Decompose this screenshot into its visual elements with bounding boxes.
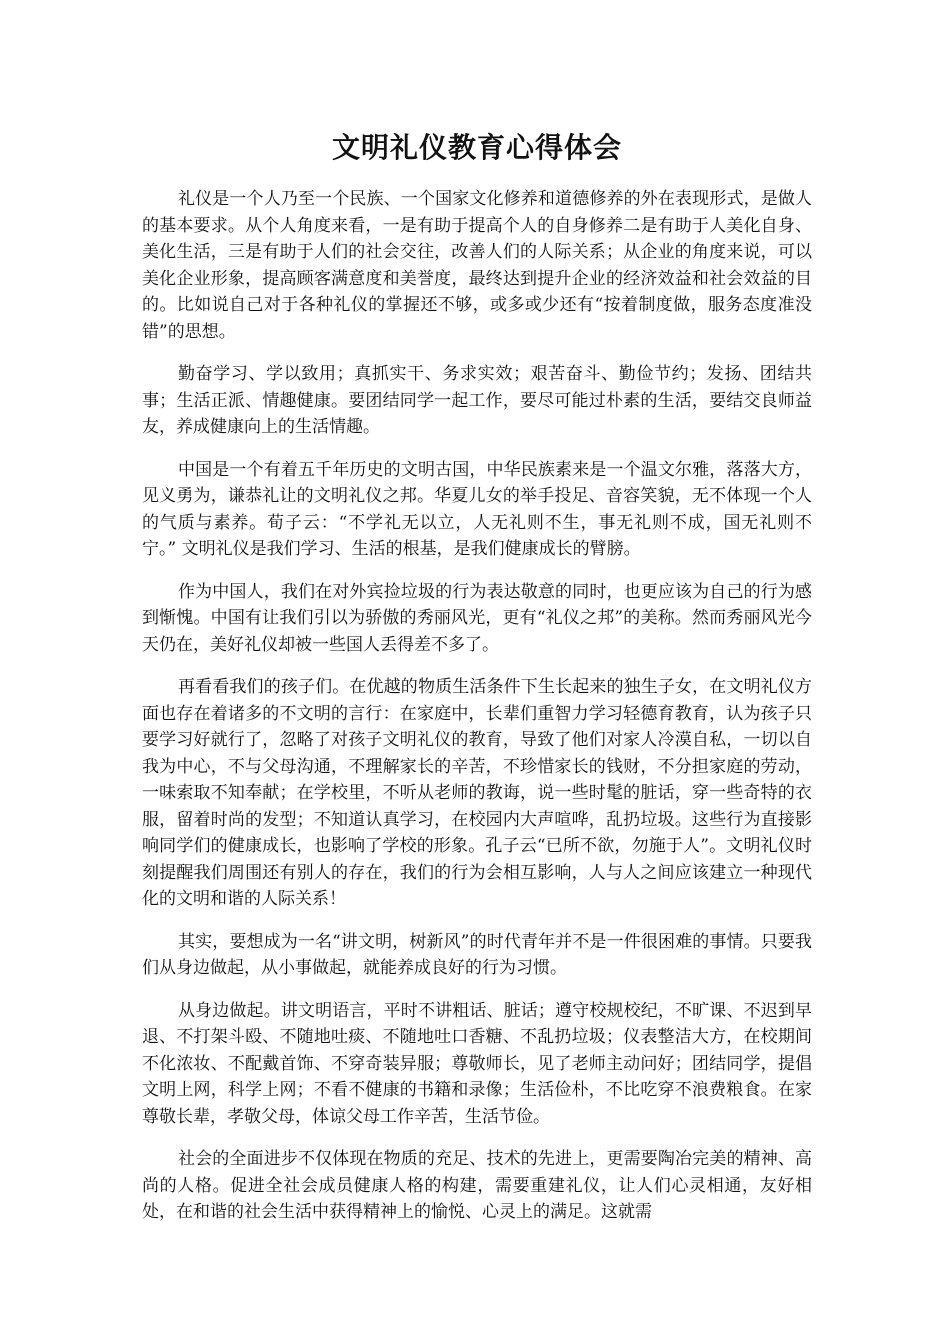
paragraph-1: 礼仪是一个人乃至一个民族、一个国家文化修养和道德修养的外在表现形式，是做人的基本要求。从个人角度来看，一是有助于提高个人的自身修养二是有助于人美化自身、美化生活，三是有助于人们的社会交往，改善人们的人际关系；从企业的角度来说，可以美化企业形象，提高顾客满意度和美誉度，最终达到提升企业的经济效益和社会效益的目的。比如说自己对于各种礼仪的掌握还不够，或多或少还有“按着制度做，服务态度准没错”的思想。	[142, 189, 812, 342]
paragraph-6: 其实，要想成为一名“讲文明，树新风”的时代青年并不是一件很困难的事情。只要我们从身边做起，从小事做起，就能养成良好的行为习惯。	[142, 931, 812, 978]
paragraph-7: 从身边做起。讲文明语言，平时不讲粗话、脏话；遵守校规校纪，不旷课、不迟到早退、不打架斗殴、不随地吐痰、不随地吐口香糖、不乱扔垃圾；仪表整洁大方，在校期间不化浓妆、不配戴首饰、不穿奇装异服；尊敬师长，见了老师主动问好；团结同学，提倡文明上网，科学上网；不看不健康的书籍和录像；生活俭朴，不比吃穿不浪费粮食。在家尊敬长辈，孝敬父母，体谅父母工作辛苦，生活节俭。	[142, 1000, 812, 1127]
document-title: 文明礼仪教育心得体会	[331, 131, 622, 164]
paragraph-8: 社会的全面进步不仅体现在物质的充足、技术的先进上，更需要陶冶完美的精神、高尚的人格。促进全社会成员健康人格的构建，需要重建礼仪，让人们心灵相通，友好相处，在和谐的社会生活中获得精神上的愉悦、心灵上的满足。这就需	[142, 1149, 812, 1222]
paragraph-4: 作为中国人，我们在对外宾捡垃圾的行为表达敬意的同时，也更应该为自己的行为感到惭愧。中国有让我们引以为骄傲的秀丽风光，更有“礼仪之邦”的美称。然而秀丽风光今天仍在，美好礼仪却被一些国人丢得差不多了。	[142, 581, 812, 655]
document-page	[142, 128, 812, 1242]
paragraph-3: 中国是一个有着五千年历史的文明古国，中华民族素来是一个温文尔雅，落落大方，见义勇为，谦恭礼让的文明礼仪之邦。华夏儿女的举手投足、音容笑貌，无不体现一个人的气质与素养。荀子云：“不学礼无以立，人无礼则不生，事无礼则不成，国无礼则不宁。” 文明礼仪是我们学习、生活的根基，是我们健康成长的臂膀。	[142, 459, 812, 559]
paragraph-2: 勤奋学习、学以致用；真抓实干、务求实效；艰苦奋斗、勤俭节约；发扬、团结共事；生活正派、情趣健康。要团结同学一起工作，要尽可能过朴素的生活，要结交良师益友，养成健康向上的生活情趣。	[142, 364, 812, 437]
paragraph-5: 再看看我们的孩子们。在优越的物质生活条件下生长起来的独生子女，在文明礼仪方面也存在着诸多的不文明的言行：在家庭中，长辈们重智力学习轻德育教育，认为孩子只要学习好就行了，忽略了对孩子文明礼仪的教育，导致了他们对家人冷漠自私，一切以自我为中心，不与父母沟通，不理解家长的辛苦，不珍惜家长的钱财，不分担家庭的劳动，一味索取不知奉献；在学校里，不听从老师的教诲，说一些时髦的脏话，穿一些奇特的衣服，留着时尚的发型；不知道认真学习，在校园内大声喧哗，乱扔垃圾。这些行为直接影响同学们的健康成长，也影响了学校的形象。孔子云“已所不欲，勿施于人”。文明礼仪时刻提醒我们周围还有别人的存在，我们的行为会相互影响，人与人之间应该建立一种现代化的文明和谐的人际关系！	[142, 677, 812, 909]
